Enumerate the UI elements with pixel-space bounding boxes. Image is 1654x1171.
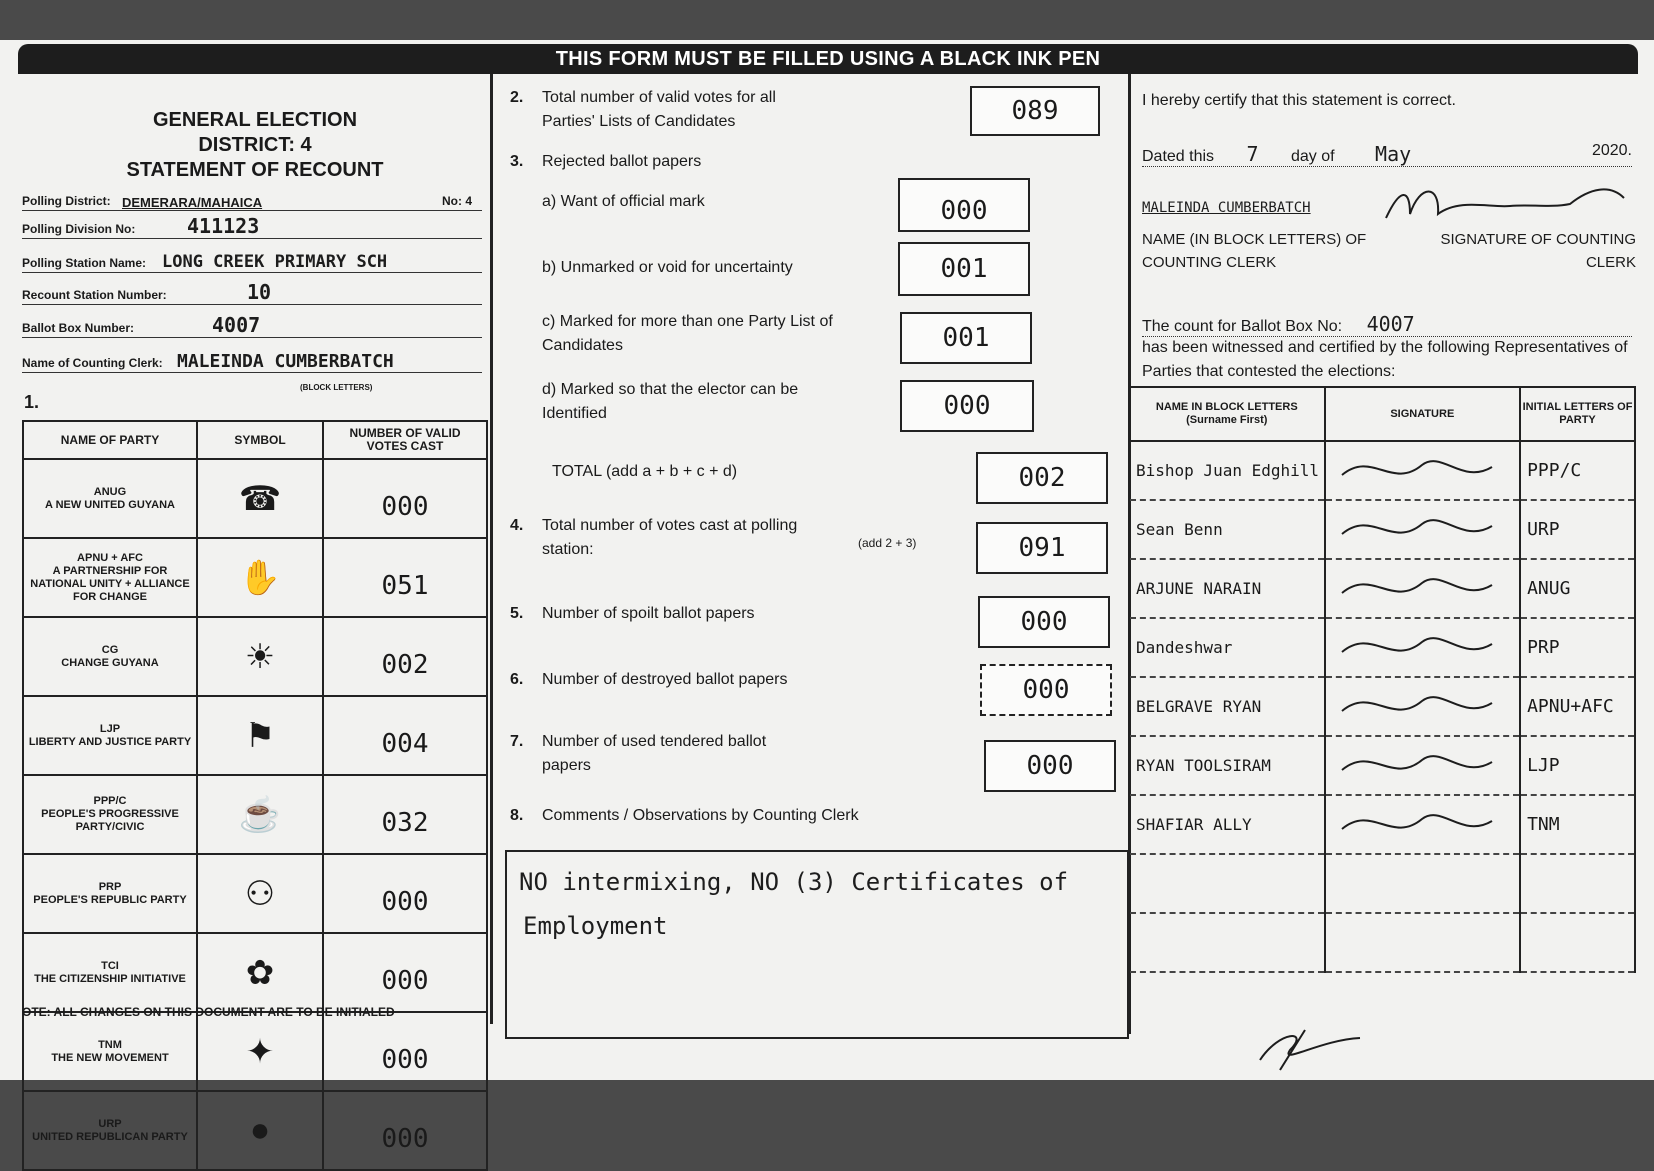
rep-party-initials: APNU+AFC	[1520, 677, 1635, 736]
q2	[510, 86, 830, 134]
polling-division-value: 411123	[187, 214, 260, 238]
recount-station-field	[22, 280, 482, 305]
q3d-text: d) Marked so that the elector can be Identified	[542, 381, 799, 422]
party-row	[23, 617, 487, 696]
ballot-box-field	[22, 313, 482, 338]
ballot-box-value: 4007	[212, 313, 261, 337]
party-row	[23, 854, 487, 933]
q3a-value-box: 000	[898, 178, 1030, 232]
rep-signature	[1325, 677, 1521, 736]
rep-name	[1129, 854, 1325, 913]
rep-party-initials	[1520, 913, 1635, 972]
comments-box	[505, 850, 1129, 1039]
ballot-box-label: Ballot Box Number:	[22, 321, 135, 335]
initial-signature	[1250, 1010, 1370, 1080]
q6-value-box: 000	[980, 664, 1112, 716]
party-row	[23, 538, 487, 617]
polling-division-label: Polling Division No:	[22, 222, 136, 236]
rep-name: SHAFIAR ALLY	[1129, 795, 1325, 854]
q4	[510, 514, 830, 562]
hand-icon: ✋	[197, 538, 323, 617]
party-valid-votes: 051	[323, 538, 487, 617]
party-row	[23, 775, 487, 854]
q5-value-box: 000	[978, 596, 1110, 648]
counting-clerk-value: MALEINDA CUMBERBATCH	[177, 351, 394, 372]
q7	[510, 730, 810, 778]
rep-signature	[1325, 618, 1521, 677]
section-1-label: 1.	[24, 392, 40, 412]
q3b-text: b) Unmarked or void for uncertainty	[542, 259, 793, 276]
polling-station-label: Polling Station Name:	[22, 256, 147, 270]
count-for-label: The count for Ballot Box No:	[1142, 318, 1343, 335]
rep-name	[1129, 913, 1325, 972]
counting-clerk-field	[22, 348, 482, 373]
rep-party-initials	[1520, 854, 1635, 913]
form-banner: THIS FORM MUST BE FILLED USING A BLACK INK PEN	[18, 44, 1638, 74]
party-row	[23, 933, 487, 1012]
cup-icon: ☕	[197, 775, 323, 854]
rep-signature	[1325, 854, 1521, 913]
q7-text: Number of used tendered ballot papers	[542, 733, 767, 774]
polling-district-label: Polling District:	[22, 194, 111, 208]
total-value-box: 002	[976, 452, 1108, 504]
q3a-text: a) Want of official mark	[542, 193, 705, 210]
rep-name: Sean Benn	[1129, 500, 1325, 559]
figure-icon: ⚇	[197, 854, 323, 933]
q8-number: 8.	[510, 807, 524, 824]
q4-text: Total number of votes cast at polling station:	[542, 517, 798, 558]
dated-day: 7	[1246, 142, 1259, 166]
party-valid-votes: 000	[323, 1091, 487, 1170]
dated-line	[1142, 142, 1632, 167]
q5	[510, 602, 870, 626]
party-valid-votes: 000	[323, 933, 487, 1012]
rep-name: BELGRAVE RYAN	[1129, 677, 1325, 736]
polling-station-value: LONG CREEK PRIMARY SCH	[162, 252, 388, 272]
q4-number: 4.	[510, 517, 524, 534]
q5-number: 5.	[510, 605, 524, 622]
block-letters-caption: (BLOCK LETTERS)	[300, 383, 373, 392]
comment-line-1: NO intermixing, NO (3) Certificates of	[519, 868, 1069, 896]
dated-year: 2020.	[1591, 142, 1632, 159]
name-caption: NAME (IN BLOCK LETTERS) OF COUNTING CLERK	[1142, 231, 1367, 271]
rep-party-initials: ANUG	[1520, 559, 1635, 618]
party-valid-votes: 000	[323, 459, 487, 538]
rep-signature	[1325, 500, 1521, 559]
dated-month: May	[1375, 142, 1412, 166]
dated-this-label: Dated this	[1142, 148, 1215, 165]
globe-icon: ●	[197, 1091, 323, 1170]
representative-row	[1129, 559, 1635, 618]
rep-name: Bishop Juan Edghill	[1129, 441, 1325, 500]
party-row	[23, 696, 487, 775]
q6-number: 6.	[510, 671, 524, 688]
witnessed-text: has been witnessed and certified by the following Representatives of Parties that contested the elections:	[1142, 339, 1628, 380]
q3c-value-box: 001	[900, 312, 1032, 364]
party-row	[23, 1091, 487, 1170]
count-box-number: 4007	[1366, 312, 1415, 336]
counting-clerk-label: Name of Counting Clerk:	[22, 356, 163, 370]
party-name: TNM THE NEW MOVEMENT	[23, 1012, 197, 1091]
phone-icon: ☎	[197, 459, 323, 538]
q4-value-box: 091	[976, 522, 1108, 574]
representative-row	[1129, 795, 1635, 854]
party-valid-votes: 000	[323, 1012, 487, 1091]
q3c-text: c) Marked for more than one Party List of Candidates	[542, 313, 833, 354]
rep-party-initials: URP	[1520, 500, 1635, 559]
party-name: PRP PEOPLE'S REPUBLIC PARTY	[23, 854, 197, 933]
header-party-name: NAME OF PARTY	[23, 421, 197, 459]
party-valid-votes: 032	[323, 775, 487, 854]
clerk-signature	[1380, 178, 1630, 230]
q7-number: 7.	[510, 733, 524, 750]
representative-row	[1129, 441, 1635, 500]
comment-line-2: Employment	[523, 912, 668, 940]
header-valid-votes: NUMBER OF VALID VOTES CAST	[323, 421, 487, 459]
q3d-value-box: 000	[900, 380, 1034, 432]
polling-district-field	[22, 186, 482, 211]
party-valid-votes: 000	[323, 854, 487, 933]
party-name: APNU + AFC A PARTNERSHIP FOR NATIONAL UNITY + ALLIANCE FOR CHANGE	[23, 538, 197, 617]
party-name: LJP LIBERTY AND JUSTICE PARTY	[23, 696, 197, 775]
party-name: CG CHANGE GUYANA	[23, 617, 197, 696]
q3	[510, 150, 830, 174]
q8	[510, 804, 950, 828]
rep-signature	[1325, 913, 1521, 972]
flower-icon: ✿	[197, 933, 323, 1012]
q6-text: Number of destroyed ballot papers	[542, 671, 788, 688]
q4-add-note: (add 2 + 3)	[858, 536, 917, 550]
rep-header-signature: SIGNATURE	[1325, 387, 1521, 441]
rep-signature	[1325, 795, 1521, 854]
rep-name: ARJUNE NARAIN	[1129, 559, 1325, 618]
party-votes-table	[22, 420, 488, 1171]
q2-number: 2.	[510, 89, 524, 106]
clerk-name-block: MALEINDA CUMBERBATCH	[1142, 200, 1311, 216]
party-valid-votes: 004	[323, 696, 487, 775]
column-divider-left	[490, 74, 493, 1024]
representative-row	[1129, 913, 1635, 972]
polling-district-value: DEMERARA/MAHAICA	[122, 195, 263, 210]
party-name: ANUG A NEW UNITED GUYANA	[23, 459, 197, 538]
rep-name: RYAN TOOLSIRAM	[1129, 736, 1325, 795]
q6	[510, 668, 870, 692]
signature-caption: SIGNATURE OF COUNTING CLERK	[1440, 231, 1636, 271]
title-statement: STATEMENT OF RECOUNT	[126, 159, 384, 181]
rep-table-header	[1129, 387, 1635, 441]
party-table-header	[23, 421, 487, 459]
representative-row	[1129, 736, 1635, 795]
representative-row	[1129, 677, 1635, 736]
q7-value-box: 000	[984, 740, 1116, 792]
representative-row	[1129, 618, 1635, 677]
q3-number: 3.	[510, 153, 524, 170]
no-label: No: 4	[442, 194, 472, 208]
party-row	[23, 1012, 487, 1091]
changes-initialed-note: OTE: ALL CHANGES ON THIS DOCUMENT ARE TO BE INITIALED	[22, 1005, 395, 1019]
party-name: PPP/C PEOPLE'S PROGRESSIVE PARTY/CIVIC	[23, 775, 197, 854]
representative-row	[1129, 500, 1635, 559]
q5-text: Number of spoilt ballot papers	[542, 605, 755, 622]
day-of-label: day of	[1291, 148, 1335, 165]
representatives-table	[1128, 386, 1636, 973]
q2-text: Total number of valid votes for all Parties' Lists of Candidates	[542, 89, 776, 130]
rep-signature	[1325, 736, 1521, 795]
q3b-value-box: 001	[898, 242, 1030, 296]
party-valid-votes: 002	[323, 617, 487, 696]
rep-party-initials: LJP	[1520, 736, 1635, 795]
rep-party-initials: PPP/C	[1520, 441, 1635, 500]
rep-signature	[1325, 441, 1521, 500]
polling-division-field	[22, 214, 482, 239]
count-for-line	[1142, 312, 1632, 337]
rep-name: Dandeshwar	[1129, 618, 1325, 677]
party-name: TCI THE CITIZENSHIP INITIATIVE	[23, 933, 197, 1012]
q2-value-box: 089	[970, 86, 1100, 136]
representative-row	[1129, 854, 1635, 913]
party-name: URP UNITED REPUBLICAN PARTY	[23, 1091, 197, 1170]
rep-header-name: NAME IN BLOCK LETTERS (Surname First)	[1129, 387, 1325, 441]
bag-icon: ⚑	[197, 696, 323, 775]
recount-station-label: Recount Station Number:	[22, 288, 167, 302]
eagle-icon: ✦	[197, 1012, 323, 1091]
rep-signature	[1325, 559, 1521, 618]
party-row	[23, 459, 487, 538]
title-district: DISTRICT: 4	[198, 134, 312, 156]
rep-party-initials: TNM	[1520, 795, 1635, 854]
rep-party-initials: PRP	[1520, 618, 1635, 677]
q8-text: Comments / Observations by Counting Clerk	[542, 807, 859, 824]
bulb-icon: ☀	[197, 617, 323, 696]
certify-statement: I hereby certify that this statement is correct.	[1142, 92, 1456, 109]
polling-station-field	[22, 248, 482, 273]
total-text: TOTAL (add a + b + c + d)	[552, 463, 738, 480]
rep-header-party: INITIAL LETTERS OF PARTY	[1520, 387, 1635, 441]
title-general-election: GENERAL ELECTION	[152, 109, 358, 131]
header-symbol: SYMBOL	[197, 421, 323, 459]
recount-station-value: 10	[247, 280, 272, 304]
q3-text: Rejected ballot papers	[542, 153, 702, 170]
